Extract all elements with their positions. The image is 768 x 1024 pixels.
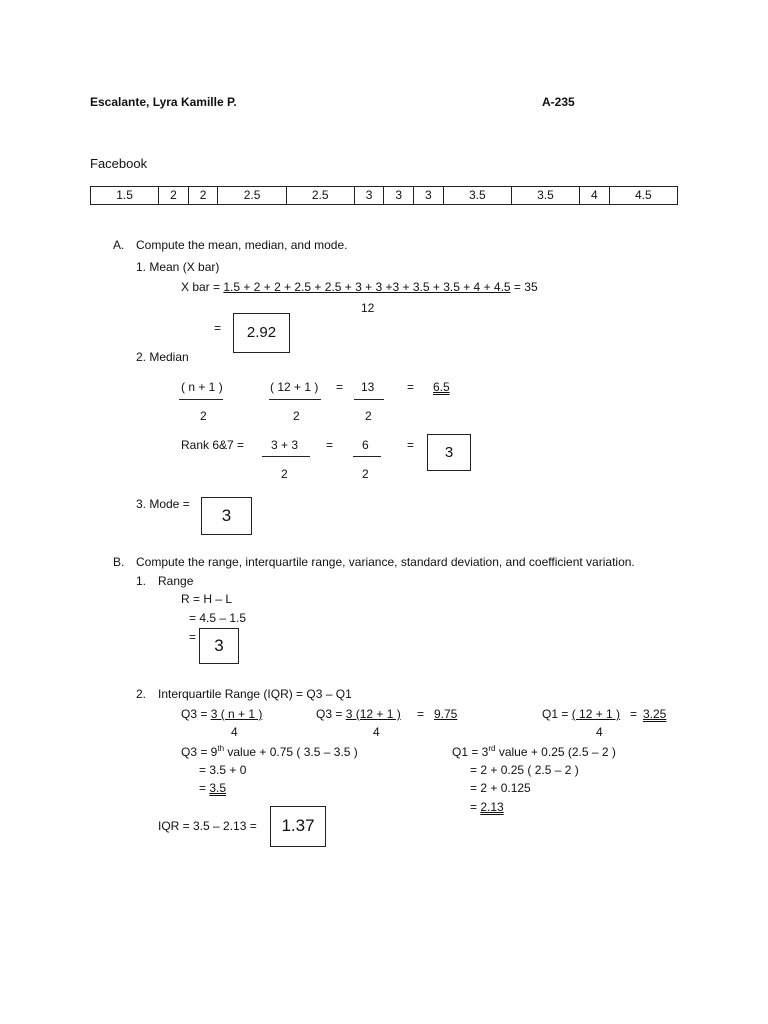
median-fraction-denominator: 2	[200, 409, 207, 423]
q3-calc	[316, 707, 401, 721]
data-cell: 4	[580, 187, 610, 205]
median-fraction-numerator: 13	[361, 380, 375, 394]
mean-formula	[181, 280, 538, 294]
q3-formula-numerator: 3 ( n + 1 )	[210, 707, 263, 721]
data-cell: 3	[354, 187, 384, 205]
q3-value-rest: value + 0.75 ( 3.5 – 3.5 )	[224, 745, 358, 759]
q1-formula-denominator: 4	[596, 725, 603, 739]
q3-formula-prefix: Q3 =	[181, 707, 211, 721]
median-fraction-denominator: 2	[365, 409, 372, 423]
range-result-box: 3	[199, 628, 239, 664]
mean-label: 1. Mean (X bar)	[136, 260, 220, 274]
rank-fraction-denominator: 2	[281, 467, 288, 481]
fraction-bar	[354, 399, 384, 400]
median-label: 2. Median	[136, 350, 189, 364]
range-equals: =	[189, 630, 197, 644]
mode-label: 3. Mode =	[136, 497, 190, 511]
median-position: 6.5	[433, 380, 450, 394]
rank-label: Rank 6&7 =	[181, 438, 245, 452]
data-cell: 2.5	[218, 187, 286, 205]
mean-denominator: 12	[361, 301, 375, 315]
q1-formula-numerator: ( 12 + 1 )	[571, 707, 621, 721]
part-b-heading: Compute the range, interquartile range, variance, standard deviation, and coefficient variation.	[136, 555, 635, 569]
mean-sum: 1.5 + 2 + 2 + 2.5 + 2.5 + 3 + 3 +3 + 3.5 + 3.5 + 4 + 4.5	[223, 280, 511, 294]
median-fraction-numerator: ( 12 + 1 )	[270, 380, 319, 394]
iqr-marker: 2.	[136, 687, 147, 701]
q3-calc-numerator: 3 (12 + 1 )	[345, 707, 401, 721]
median-equals: =	[336, 380, 344, 394]
range-formula: R = H – L	[181, 592, 233, 606]
q3-line3	[199, 781, 226, 795]
iqr-result-box: 1.37	[270, 806, 326, 847]
fraction-bar	[353, 456, 381, 457]
q1-value	[452, 744, 616, 759]
data-cell: 3.5	[443, 187, 511, 205]
median-result-box: 3	[427, 434, 471, 471]
q1-formula-prefix: Q1 =	[542, 707, 572, 721]
q3-formula-denominator: 4	[231, 725, 238, 739]
q1-value-text: Q1 = 3	[452, 745, 489, 759]
mean-total: = 35	[510, 280, 538, 294]
fraction-bar	[179, 399, 223, 400]
data-row	[91, 187, 678, 205]
q1-position: 3.25	[643, 707, 667, 721]
mean-prefix: X bar =	[181, 280, 224, 294]
q1-formula-equals: =	[630, 707, 638, 721]
data-cell: 4.5	[609, 187, 677, 205]
data-cell: 2	[159, 187, 189, 205]
q3-value	[181, 744, 358, 759]
median-fraction-numerator: ( n + 1 )	[181, 380, 223, 394]
q1-line4	[470, 800, 504, 814]
q3-calc-equals: =	[417, 707, 425, 721]
data-cell: 1.5	[91, 187, 159, 205]
iqr-label: Interquartile Range (IQR) = Q3 – Q1	[158, 687, 352, 701]
student-name: Escalante, Lyra Kamille P.	[90, 95, 237, 109]
q1-line4-equals: =	[470, 800, 481, 814]
q3-line2: = 3.5 + 0	[199, 763, 247, 777]
q3-formula	[181, 707, 262, 721]
fraction-bar	[269, 399, 321, 400]
rank-fraction-numerator: 6	[362, 438, 369, 452]
median-equals: =	[407, 380, 415, 394]
fraction-bar	[262, 456, 310, 457]
q1-line2: = 2 + 0.25 ( 2.5 – 2 )	[470, 763, 579, 777]
rank-fraction-numerator: 3 + 3	[271, 438, 299, 452]
part-b-marker: B.	[113, 555, 125, 569]
median-fraction-denominator: 2	[293, 409, 300, 423]
rank-equals: =	[326, 438, 334, 452]
range-substitution: = 4.5 – 1.5	[189, 611, 247, 625]
q3-result: 3.5	[209, 781, 227, 795]
part-a-marker: A.	[113, 238, 125, 252]
data-cell: 3.5	[511, 187, 579, 205]
q3-value-suffix: th	[217, 744, 225, 753]
q1-line3: = 2 + 0.125	[470, 781, 531, 795]
data-cell: 2.5	[286, 187, 354, 205]
q3-calc-prefix: Q3 =	[316, 707, 346, 721]
q1-formula	[542, 707, 620, 721]
mean-result-box: 2.92	[233, 313, 290, 353]
iqr-calc: IQR = 3.5 – 2.13 =	[158, 819, 257, 833]
range-label: Range	[158, 574, 194, 588]
data-cell: 2	[188, 187, 218, 205]
mode-result-box: 3	[201, 497, 252, 535]
q3-line3-equals: =	[199, 781, 210, 795]
data-title: Facebook	[90, 156, 148, 171]
q3-value-text: Q3 = 9	[181, 745, 218, 759]
data-table	[90, 186, 678, 205]
section-code: A-235	[542, 95, 575, 109]
data-cell: 3	[414, 187, 444, 205]
q1-result: 2.13	[480, 800, 504, 814]
mean-equals: =	[214, 321, 222, 335]
q3-calc-denominator: 4	[373, 725, 380, 739]
range-marker: 1.	[136, 574, 147, 588]
data-cell: 3	[384, 187, 414, 205]
q1-value-rest: value + 0.25 (2.5 – 2 )	[495, 745, 616, 759]
q3-position: 9.75	[434, 707, 458, 721]
rank-fraction-denominator: 2	[362, 467, 369, 481]
part-a-heading: Compute the mean, median, and mode.	[136, 238, 348, 252]
q1-value-suffix: rd	[488, 744, 496, 753]
rank-equals: =	[407, 438, 415, 452]
